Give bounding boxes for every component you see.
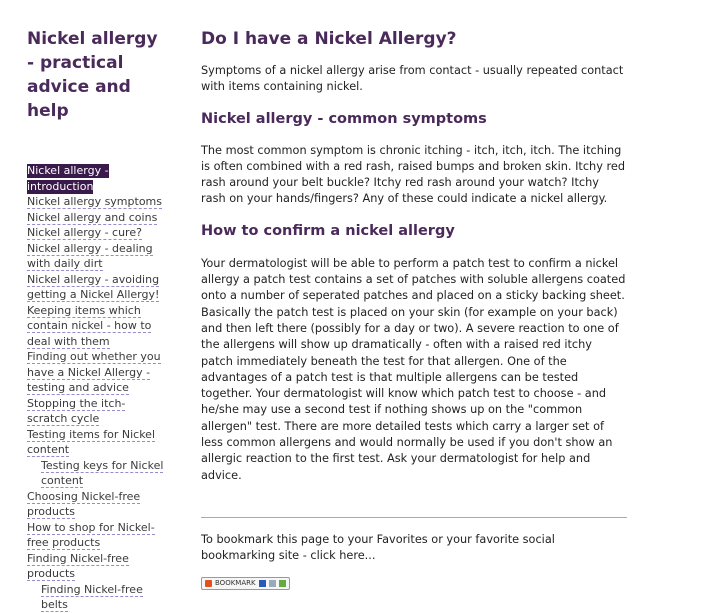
bookmark-icon [205,580,212,587]
sidebar-nav-item[interactable] [27,194,164,210]
sidebar-nav-item[interactable] [27,551,164,582]
sidebar-nav-item-label: Choosing Nickel-free products [27,489,141,518]
sidebar-nav-item-label: Testing keys for Nickel content [41,458,164,487]
confirm-heading: How to confirm a nickel allergy [201,222,455,239]
sidebar-nav-item-label: Stopping the itch-scratch cycle [27,396,126,425]
social-icon [269,580,276,587]
favorite-icon [279,580,286,587]
sidebar-nav-item[interactable] [27,163,164,194]
sidebar-nav-item-label: Nickel allergy symptoms [27,195,162,208]
sidebar-nav-item-label: Nickel allergy - dealing with daily dirt [27,241,153,270]
sidebar-nav-item-label: Keeping items which contain nickel - how to deal with them [27,303,152,348]
sidebar-nav-item[interactable] [27,225,164,241]
confirm-paragraph: Your dermatologist will be able to perform a patch test to confirm a nickel allergy a patch test contains a set of patches with soluble allergens coated onto a number of seperated patches and placed on a sticky backing sheet. Basically the patch test is placed on your skin (for example on your back) and then left there (possibly for a day or two). A severe reaction to one of the allergens will show up dramatically - often with a raised red itchy patch immediately beneath the test for that allergen. One of the advantages of a patch test is that multiple allergens can be tested together. Your dermatologist will know which patch test to choose - and he/she may use a second test if nothing shows up on the "common allergen" test. There are more detailed tests which carry a larger set of less common allergens and would normally be used if you don't show an allergic reaction to the first test. Ask your dermatologist for help and advice. [201,256,626,482]
bookmark-button-label: BOOKMARK [215,578,256,587]
sidebar-nav-item-label: Nickel allergy - introduction [27,164,109,193]
sidebar-nav-item-label: Testing items for Nickel content [27,427,156,456]
page-title: Do I have a Nickel Allergy? [201,29,457,49]
bookmark-button[interactable] [201,577,290,590]
sidebar-nav-item-label: Finding out whether you have a Nickel Allergy - testing and advice [27,350,161,394]
sidebar-nav-item[interactable] [27,582,164,613]
intro-paragraph: Symptoms of a nickel allergy arise from contact - usually repeated contact with items containing nickel. [201,64,624,94]
symptoms-paragraph: The most common symptom is chronic itching - itch, itch, itch. The itching is often combined with a red rash, raised bumps and broken skin. Itchy red rash around your belt buckle? Itchy red rash around your watch? Itchy rash on your hands/fingers? Any of these could indicate a nickel allergy. [201,143,626,206]
content-divider [201,517,627,518]
sidebar-nav-item[interactable] [27,520,164,551]
sidebar-nav-item[interactable] [27,241,164,272]
main-content [201,0,627,591]
sidebar-nav-item[interactable] [27,349,164,396]
sidebar-nav-item-label: Finding Nickel-free products [27,551,129,580]
sidebar-nav-item[interactable] [27,458,164,489]
sidebar-nav-item[interactable] [27,396,164,427]
sidebar-nav-item-label: Nickel allergy and coins [27,210,158,224]
sidebar-nav-item[interactable] [27,210,164,226]
sidebar-nav [27,163,164,613]
sidebar-nav-item-label: Finding Nickel-free belts [41,582,143,611]
symptoms-heading: Nickel allergy - common symptoms [201,110,487,127]
sidebar-nav-item-label: Nickel allergy - cure? [27,226,142,239]
sidebar-nav-item[interactable] [27,272,164,303]
share-icon [259,580,266,587]
bookmark-text: To bookmark this page to your Favorites or your favorite social bookmarking site - click here... [201,532,555,563]
sidebar [27,0,164,613]
sidebar-nav-item-label: How to shop for Nickel-free products [27,520,155,549]
sidebar-nav-item[interactable] [27,427,164,458]
site-title: Nickel allergy - practical advice and help [27,29,158,121]
sidebar-nav-item-label: Nickel allergy - avoiding getting a Nickel Allergy! [27,272,160,301]
sidebar-nav-item[interactable] [27,489,164,520]
sidebar-nav-item[interactable] [27,303,164,350]
